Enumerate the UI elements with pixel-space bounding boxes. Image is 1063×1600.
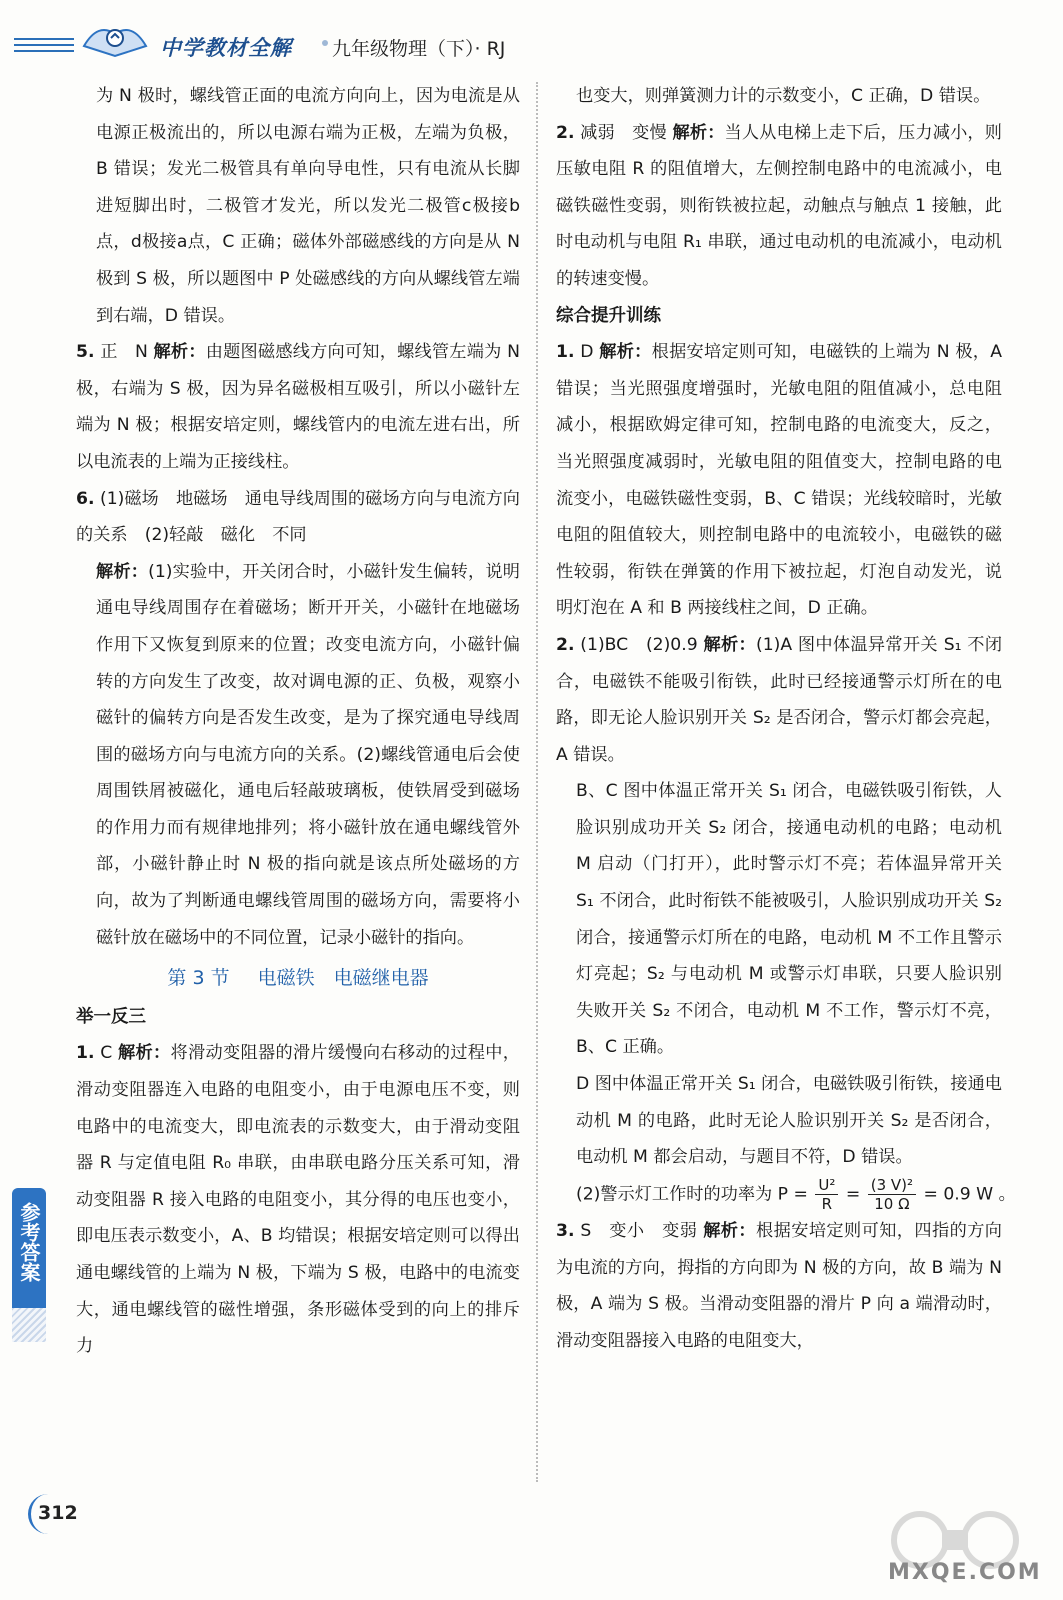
- answer-number: 5.: [76, 342, 95, 363]
- subject-title: 九年级物理（下）· RJ: [332, 38, 506, 60]
- header-separator: [322, 40, 328, 46]
- reference-answer-tab: [12, 1188, 46, 1308]
- left-column: [76, 78, 520, 1365]
- power-formula: [556, 1175, 1016, 1213]
- section-name: 电磁铁 电磁继电器: [257, 967, 429, 990]
- analysis-text: (1)实验中，开关闭合时，小磁针发生偏转，说明通电导线周围存在着磁场；断开开关，小磁针在地磁场作用下又恢复到原来的位置；改变电流方向，小磁针偏转的方向发生了改变，故对调电源的正、负极，观察小磁针的偏转方向是否发生改变，是为了探究通电导线周围的磁场方向与电流方向的关系。(2)螺线管通电后会使周围铁屑被磁化，通电后轻敲玻璃板，使铁屑受到磁场的作用力而有规律地排列；将小磁针放在通电螺线管外部，小磁针静止时 N 极的指向就是该点所处磁场的方向，故为了判断通电螺线管周围的磁场方向，需要将小磁针放在磁场中的不同位置，记录小磁针的指向。: [96, 561, 520, 948]
- subsection-heading: 举一反三: [76, 1006, 146, 1027]
- answer-1-continued: 也变大，则弹簧测力计的示数变小，C 正确，D 错误。: [576, 86, 991, 106]
- analysis-text: 根据安培定则可知，四指的方向为电流的方向，拇指的方向即为 N 极的方向，故 B 端为 N 极，A 端为 S 极。当滑动变阻器的滑片 P 向 a 端滑动时，滑动变阻器接入电路的电阻变大，: [556, 1220, 1002, 1351]
- analysis-label: 解析：: [599, 342, 652, 363]
- answer-4-continued: 为 N 极时，螺线管正面的电流方向向上，因为电流是从电源正极流出的，所以电源右端为正极，左端为负极，B 错误；发光二极管具有单向导电性，只有电流从长脚进短脚出时，二极管才发光，所以发光二极管c极接b点，d极接a点，C 正确；磁体外部磁感线的方向是从 N 极到 S 极，所以题图中 P 处磁感线的方向从螺线管左端到右端，D 错误。: [96, 86, 520, 326]
- analysis-paragraph: D 图中体温正常开关 S₁ 闭合，电磁铁吸引衔铁，接通电动机 M 的电路，此时无论人脸识别开关 S₂ 是否闭合，电动机 M 都会启动，与题目不符，D 错误。: [576, 1074, 1002, 1168]
- answer-number: 1.: [556, 342, 575, 363]
- analysis-label: 解析：: [703, 634, 756, 655]
- answer-6: [76, 481, 520, 554]
- answer-key: D: [580, 342, 594, 363]
- answer-6-analysis: [76, 554, 520, 957]
- subsection-heading: 综合提升训练: [556, 305, 661, 326]
- answer-number: 2.: [556, 634, 575, 655]
- watermark-text: MXQE.COM: [888, 1560, 1042, 1585]
- analysis-label: 解析：: [153, 342, 206, 363]
- formula-prefix: (2)警示灯工作时的功率为 P =: [576, 1184, 808, 1205]
- comprehensive-answer-3: [556, 1213, 1002, 1359]
- answer-key: C: [100, 1043, 113, 1064]
- answer-key: 减弱 变慢: [580, 122, 667, 143]
- answer-key: 正 N: [100, 342, 148, 363]
- answer-number: 1.: [76, 1043, 95, 1064]
- header-decor-lines: [14, 38, 74, 56]
- answer-5: [76, 334, 520, 480]
- side-tab-hatch: [12, 1308, 46, 1342]
- right-column: [556, 78, 1016, 1359]
- brand-title: 中学教材全解: [160, 36, 292, 60]
- analysis-text: 当人从电梯上走下后，压力减小，则压敏电阻 R 的阻值增大，左侧控制电路中的电流减小，电磁铁磁性变弱，则衔铁被拉起，动触点与触点 1 接触，此时电动机与电阻 R₁ 串联，通过电动机的电流减小，电动机的转速变慢。: [556, 122, 1002, 289]
- analysis-text: 根据安培定则可知，电磁铁的上端为 N 极，A 错误；当光照强度增强时，光敏电阻的阻值减小，总电阻减小，根据欧姆定律可知，控制电路的电流变大，反之，当光照强度减弱时，光敏电阻的阻值变大，控制电路的电流变小，电磁铁磁性变弱，B、C 错误；光线较暗时，光敏电阻的阻值较大，则控制电路中的电流较小，电磁铁的磁性较弱，衔铁在弹簧的作用下被拉起，灯泡自动发光，说明灯泡在 A 和 B 两接线柱之间，D 正确。: [556, 342, 1003, 619]
- fraction-values: $\frac{\text{(3 V)²}}{10 \Omega}$: [868, 1176, 916, 1213]
- analysis-text: 由题图磁感线方向可知，螺线管左端为 N 极，右端为 S 极，因为异名磁极相互吸引，所以小磁针左端为 N 极；根据安培定则，螺线管内的电流左进右出，所以电流表的上端为正接线柱。: [76, 342, 521, 472]
- side-tab-label: 参考答案: [17, 1202, 41, 1282]
- answer-number: 3.: [556, 1220, 575, 1241]
- comprehensive-answer-1: [556, 334, 1002, 627]
- page-header: [0, 0, 1063, 72]
- column-divider: [536, 82, 538, 1482]
- answer-key: (1)BC (2)0.9: [580, 634, 698, 655]
- book-logo-icon: [78, 16, 152, 60]
- section-number: 第 3 节: [167, 967, 230, 990]
- equals-sign: =: [845, 1184, 861, 1205]
- page-number: 312: [38, 1502, 78, 1524]
- section-title: [76, 960, 520, 997]
- fraction-u2-over-r: $\frac{\text{U²}}{R}$: [815, 1176, 838, 1213]
- analysis-label: 解析：: [96, 561, 149, 582]
- answer-key: S 变小 变弱: [580, 1220, 698, 1241]
- answer-1: [76, 1035, 520, 1364]
- analysis-label: 解析：: [703, 1220, 757, 1241]
- analysis-label: 解析：: [118, 1043, 171, 1064]
- analysis-text: (1)A 图中体温异常开关 S₁ 不闭合，电磁铁不能吸引衔铁，此时已经接通警示灯所在的电路，即无论人脸识别开关 S₂ 是否闭合，警示灯都会亮起，A 错误。: [556, 634, 1003, 765]
- comprehensive-answer-2: [556, 627, 1002, 773]
- analysis-text: 将滑动变阻器的滑片缓慢向右移动的过程中，滑动变阻器连入电路的电阻变小，由于电源电压不变，则电路中的电流变大，即电流表的示数变大，由于滑动变阻器 R 与定值电阻 R₀ 串联，由串联电路分压关系可知，滑动变阻器 R 接入电路的电阻变小，其分得的电压也变小，即电压表示数变小，A、B 均错误；根据安培定则可以得出通电螺线管的上端为 N 极，下端为 S 极，电路中的电流变大，通电螺线管的磁性增强，条形磁体受到的向上的排斥力: [76, 1043, 520, 1357]
- formula-result: = 0.9 W 。: [923, 1184, 1016, 1205]
- answer-2: [556, 115, 1002, 298]
- answer-number: 2.: [556, 122, 575, 143]
- answer-key: (1)磁场 地磁场 通电导线周围的磁场方向与电流方向的关系 (2)轻敲 磁化 不同: [76, 488, 520, 546]
- answer-number: 6.: [76, 488, 95, 509]
- analysis-paragraph: B、C 图中体温正常开关 S₁ 闭合，电磁铁吸引衔铁，人脸识别成功开关 S₂ 闭合，接通电动机的电路；电动机 M 启动（门打开），此时警示灯不亮；若体温异常开关 S₁ 不闭合，此时衔铁不能被吸引，人脸识别成功开关 S₂ 闭合，接通警示灯所在的电路，电动机 M 不工作且警示灯亮起；S₂ 与电动机 M 或警示灯串联，只要人脸识别失败开关 S₂ 不闭合，电动机 M 不工作，警示灯不亮，B、C 正确。: [576, 781, 1002, 1058]
- analysis-label: 解析：: [672, 122, 725, 143]
